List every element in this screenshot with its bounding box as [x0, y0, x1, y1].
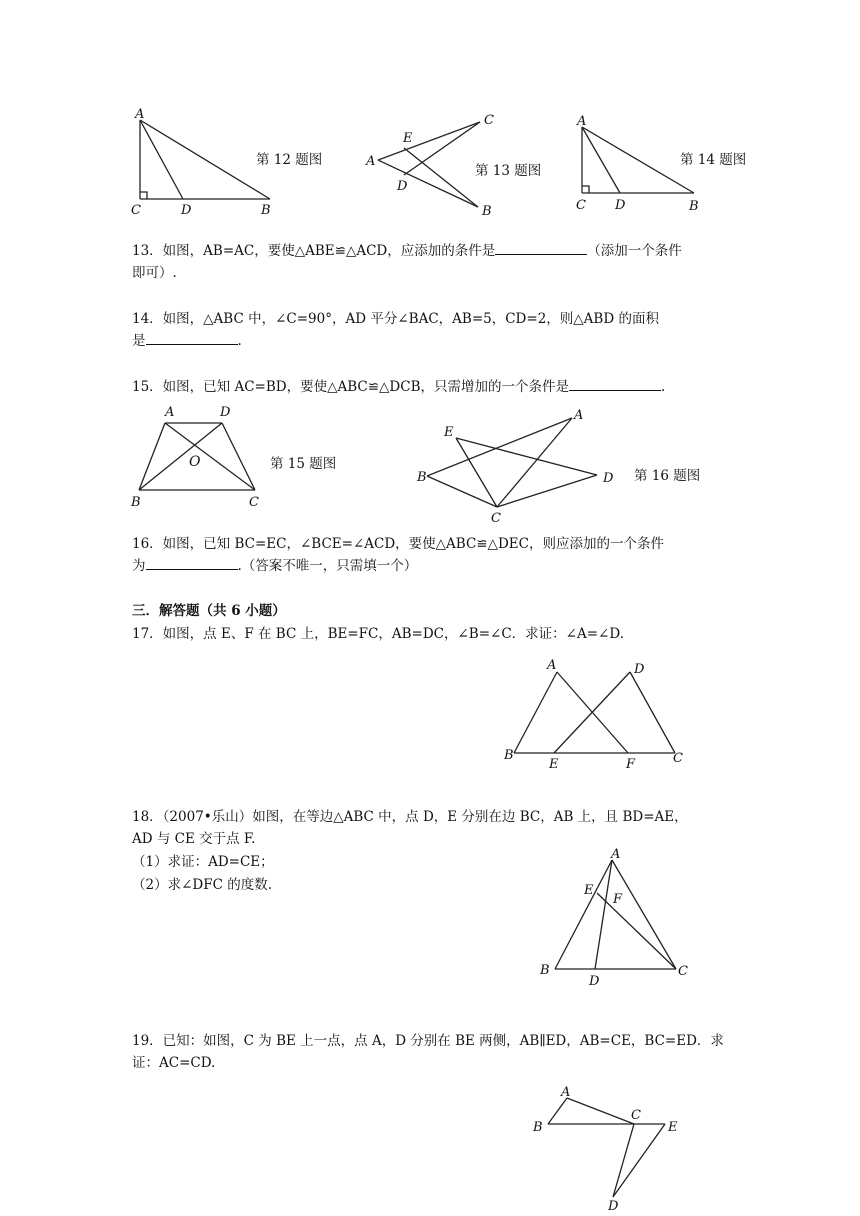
q16-line1: 16．如图，已知 BC=EC，∠BCE=∠ACD，要使△ABC≌△DEC，则应添加的一个条件: [132, 536, 664, 552]
fig16-label-d: D: [603, 471, 614, 486]
fig13-label-c: C: [484, 113, 494, 128]
fig18-label-d: D: [589, 974, 600, 989]
fig13-label-d: D: [397, 179, 408, 194]
q13-line2: 即可）.: [132, 265, 177, 281]
caption-fig13: 第 13 题图: [475, 163, 542, 179]
q16-answer-blank[interactable]: [146, 555, 238, 570]
fig13-label-a: A: [366, 154, 376, 169]
fig12-label-d: D: [181, 203, 192, 218]
fig18-label-a: A: [611, 847, 621, 862]
figure-16: [412, 400, 632, 525]
fig16-label-c: C: [491, 511, 501, 526]
q14-line2: 是 .: [132, 330, 242, 352]
fig15-label-o: O: [189, 454, 201, 470]
fig18-label-f: F: [613, 892, 623, 907]
q14-answer-blank[interactable]: [146, 330, 238, 345]
fig15-label-d: D: [220, 405, 231, 420]
q17-line1: 17．如图，点 E、F 在 BC 上，BE=FC，AB=DC，∠B=∠C．求证：∠A=∠D.: [132, 626, 624, 642]
fig16-label-a: A: [574, 408, 584, 423]
fig16-label-b: B: [417, 470, 427, 485]
fig14-label-b: B: [689, 199, 699, 214]
q16-line2: 为 .（答案不唯一，只需填一个）: [132, 555, 417, 577]
fig19-label-e: E: [668, 1120, 678, 1135]
q13-line1: 13．如图，AB=AC，要使△ABE≌△ACD，应添加的条件是 （添加一个条件: [132, 240, 682, 262]
q15-line1: 15．如图，已知 AC=BD，要使△ABC≌△DCB，只需增加的一个条件是 .: [132, 376, 665, 398]
q19-line2: 证：AC=CD.: [132, 1055, 216, 1071]
fig19-label-b: B: [533, 1120, 543, 1135]
q18-line2: AD 与 CE 交于点 F.: [132, 831, 256, 847]
figure-18: [535, 845, 695, 990]
q18-line1: 18．（2007•乐山）如图，在等边△ABC 中，点 D，E 分别在边 BC，AB 上，且 BD=AE，: [132, 809, 688, 825]
fig19-label-d: D: [608, 1199, 619, 1214]
fig17-label-d: D: [634, 662, 645, 677]
fig19-label-a: A: [561, 1085, 571, 1100]
fig14-label-c: C: [576, 198, 586, 213]
q18-part2: （2）求∠DFC 的度数.: [132, 877, 273, 893]
fig17-label-b: B: [504, 748, 514, 763]
fig17-label-c: C: [673, 751, 683, 766]
caption-fig16: 第 16 题图: [634, 468, 701, 484]
fig13-label-e: E: [403, 131, 413, 146]
fig18-label-b: B: [540, 963, 550, 978]
fig17-label-a: A: [547, 658, 557, 673]
fig14-label-d: D: [615, 198, 626, 213]
fig12-label-a: A: [135, 107, 145, 122]
fig18-label-c: C: [678, 964, 688, 979]
caption-fig15: 第 15 题图: [270, 456, 337, 472]
fig15-label-a: A: [165, 405, 175, 420]
fig15-label-b: B: [131, 495, 141, 510]
q13-answer-blank[interactable]: [495, 240, 587, 255]
fig18-label-e: E: [584, 883, 594, 898]
fig12-label-b: B: [261, 203, 271, 218]
fig14-label-a: A: [577, 114, 587, 129]
figure-15: [125, 400, 275, 512]
fig16-label-e: E: [444, 425, 454, 440]
figure-19: [528, 1080, 688, 1212]
q18-part1: （1）求证：AD=CE；: [132, 854, 274, 870]
fig13-label-b: B: [482, 204, 492, 219]
q14-line1: 14．如图，△ABC 中，∠C=90°，AD 平分∠BAC，AB=5，CD=2，则△ABD 的面积: [132, 311, 659, 327]
caption-fig14: 第 14 题图: [680, 152, 747, 168]
caption-fig12: 第 12 题图: [256, 152, 323, 168]
fig17-label-f: F: [626, 757, 636, 772]
fig15-label-c: C: [249, 495, 259, 510]
figure-17: [500, 655, 690, 770]
fig17-label-e: E: [549, 757, 559, 772]
fig12-label-c: C: [131, 203, 141, 218]
section-heading: 三．解答题（共 6 小题）: [132, 603, 286, 619]
q19-line1: 19．已知：如图，C 为 BE 上一点，点 A，D 分别在 BE 两侧，AB∥ED，AB=CE，BC=ED．求: [132, 1033, 724, 1049]
q15-answer-blank[interactable]: [569, 376, 661, 391]
fig19-label-c: C: [631, 1108, 641, 1123]
